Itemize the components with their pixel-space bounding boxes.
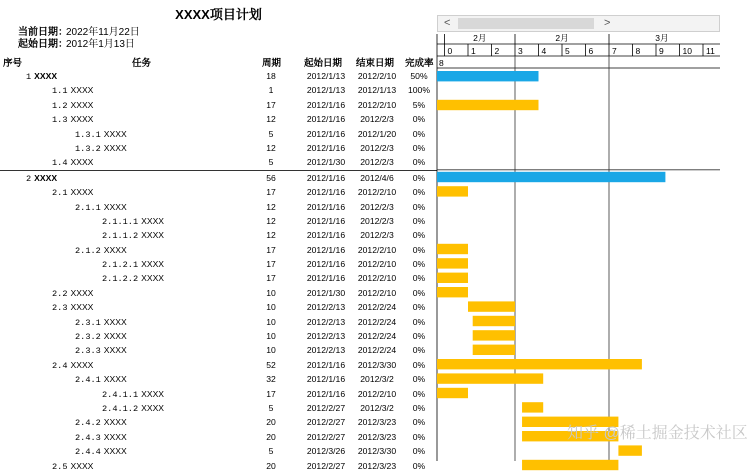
task-row [0,444,437,458]
task-progress: 0% [412,230,426,241]
task-number: 2.4.4 [75,447,101,458]
task-label [75,415,127,430]
task-start: 2012/1/16 [306,388,346,399]
task-end: 2012/2/10 [357,273,397,284]
task-number: 2.1.2.2 [102,274,139,285]
task-progress: 0% [412,402,426,413]
task-number: 2.4.3 [75,432,101,443]
task-name: XXXX [103,128,127,139]
task-start: 2012/2/27 [306,431,346,442]
task-start: 2012/1/30 [306,157,346,168]
task-start: 2012/1/16 [306,187,346,198]
task-number: 2.3.2 [75,332,101,343]
week-tick-label: 8 [635,46,641,56]
task-row [0,98,437,112]
task-duration: 1 [268,85,274,96]
task-duration: 17 [266,99,276,110]
task-progress: 100% [408,85,430,96]
task-end: 2012/2/24 [357,331,397,342]
task-name: XXXX [103,374,127,385]
task-name: XXXX [70,157,94,168]
week-tick-label: 6 [588,46,594,56]
task-duration: 10 [266,331,276,342]
task-label [75,243,127,258]
task-label [102,387,164,402]
task-progress: 0% [412,114,426,125]
start-date-label: 起始日期： [18,39,68,50]
task-end: 2012/1/13 [357,85,397,96]
gantt-timeline [437,15,720,461]
task-label [75,329,127,344]
week-edge-label: 8 [439,58,444,68]
task-name: XXXX [103,345,127,356]
gantt-bar [522,402,543,412]
task-progress: 0% [412,316,426,327]
task-duration: 5 [268,157,274,168]
gantt-bar [437,287,468,297]
start-date-value: 2012年1月13日 [66,39,135,50]
task-end: 2012/2/24 [357,302,397,313]
task-label [52,459,93,474]
task-progress: 0% [412,244,426,255]
task-name: XXXX [70,114,94,125]
gantt-bar [522,460,618,470]
task-progress: 0% [412,345,426,356]
gantt-bar [437,172,665,182]
task-row [0,286,437,300]
task-row [0,271,437,285]
task-label [75,315,127,330]
task-row [0,459,437,473]
task-name: XXXX [103,244,127,255]
task-progress: 0% [412,287,426,298]
gantt-bar [473,345,515,355]
week-tick-label: 9 [659,46,664,56]
task-label [75,141,127,156]
task-end: 2012/3/2 [360,374,394,385]
task-number: 1.3 [52,115,68,126]
task-name: XXXX [34,71,58,81]
task-row [0,300,437,314]
task-duration: 17 [266,187,276,198]
task-end: 2012/2/3 [360,114,394,125]
task-name: XXXX [70,359,94,370]
week-tick-label: 7 [612,46,617,56]
task-end: 2012/2/10 [357,388,397,399]
task-row [0,214,437,228]
task-end: 2012/3/23 [357,460,397,471]
scroll-right-arrow-icon[interactable]: > [604,17,611,29]
task-name: XXXX [34,172,58,183]
task-duration: 20 [266,417,276,428]
task-start: 2012/2/27 [306,460,346,471]
task-start: 2012/1/16 [306,244,346,255]
task-row [0,343,437,357]
task-duration: 5 [268,446,274,457]
task-progress: 0% [412,374,426,385]
task-row [0,200,437,214]
task-progress: 0% [412,302,426,313]
task-label [52,358,93,373]
header-start: 起始日期 [304,58,343,69]
task-progress: 0% [412,215,426,226]
task-label [52,83,93,98]
task-label [102,214,164,229]
task-row [0,141,437,155]
task-label [75,372,127,387]
task-duration: 10 [266,287,276,298]
task-row [0,228,437,242]
gantt-bar [468,301,515,311]
task-progress: 0% [412,446,426,457]
task-label [52,112,93,127]
task-name: XXXX [141,388,165,399]
task-number: 2.1.2.1 [102,260,139,271]
header-duration: 周期 [262,58,282,69]
month-label: 3月 [655,33,669,43]
task-name: XXXX [103,142,127,153]
task-label [75,200,127,215]
task-progress: 0% [412,359,426,370]
month-label: 2月 [473,33,487,43]
task-end: 2012/2/10 [357,259,397,270]
task-number: 1.4 [52,158,68,169]
task-start: 2012/1/13 [306,85,346,96]
gantt-bar [437,71,539,81]
task-number: 2.4.2 [75,418,101,429]
task-duration: 18 [266,71,276,81]
task-number: 1.2 [52,100,68,111]
task-label [75,444,127,459]
task-start: 2012/1/16 [306,359,346,370]
task-end: 2012/2/3 [360,230,394,241]
task-progress: 5% [412,99,426,110]
task-start: 2012/2/13 [306,316,346,327]
task-end: 2012/3/30 [357,359,397,370]
task-row [0,415,437,429]
gantt-grid [437,15,720,461]
task-duration: 5 [268,402,274,413]
task-row [0,83,437,97]
current-date-value: 2022年11月22日 [66,27,140,38]
task-label [102,257,164,272]
week-tick-label: 1 [471,46,476,56]
task-row [0,127,437,141]
task-row [0,155,437,169]
task-duration: 12 [266,215,276,226]
task-end: 2012/2/3 [360,157,394,168]
task-start: 2012/1/16 [306,374,346,385]
month-label: 2月 [555,33,569,43]
task-number: 1.1 [52,86,68,97]
task-progress: 0% [412,142,426,153]
task-end: 2012/2/3 [360,142,394,153]
task-row [0,358,437,372]
task-start: 2012/1/16 [306,230,346,241]
task-duration: 5 [268,128,274,139]
task-number: 1 [26,72,32,82]
task-label [75,343,127,358]
task-duration: 20 [266,431,276,442]
task-end: 2012/4/6 [360,172,394,183]
task-name: XXXX [103,446,127,457]
task-name: XXXX [103,316,127,327]
task-duration: 12 [266,230,276,241]
task-progress: 0% [412,201,426,212]
task-name: XXXX [103,201,127,212]
week-tick-label: 10 [682,46,692,56]
task-end: 2012/3/23 [357,431,397,442]
task-name: XXXX [103,431,127,442]
task-start: 2012/2/13 [306,302,346,313]
task-duration: 52 [266,359,276,370]
task-row [0,315,437,329]
timeline-scrollbar[interactable] [437,15,720,32]
gantt-bar [437,359,642,369]
task-duration: 17 [266,388,276,399]
task-start: 2012/1/16 [306,215,346,226]
task-label [52,155,93,170]
task-label [52,185,93,200]
task-number: 2.1.1.1 [102,216,139,227]
gantt-bar [437,388,468,398]
week-tick-label: 3 [518,46,523,56]
task-start: 2012/1/13 [306,71,346,81]
scroll-thumb[interactable] [458,18,594,29]
task-number: 2.5 [52,461,68,472]
task-label [26,171,57,186]
task-start: 2012/1/16 [306,114,346,125]
task-start: 2012/2/27 [306,402,346,413]
gantt-bar [437,100,539,110]
task-name: XXXX [70,287,94,298]
task-row [0,257,437,271]
task-number: 2.1.1.2 [102,231,139,242]
header-progress: 完成率 [405,58,434,69]
task-start: 2012/1/16 [306,172,346,183]
week-tick-label: 0 [447,46,453,56]
task-duration: 17 [266,244,276,255]
task-start: 2012/1/30 [306,287,346,298]
task-number: 2.2 [52,288,68,299]
scroll-left-arrow-icon[interactable]: < [444,17,451,29]
task-name: XXXX [103,331,127,342]
gantt-bar [437,186,468,196]
task-row [0,401,437,415]
task-progress: 0% [412,431,426,442]
task-progress: 0% [412,157,426,168]
task-name: XXXX [141,215,165,226]
column-header-row [0,55,437,69]
task-duration: 17 [266,259,276,270]
task-label [52,300,93,315]
task-duration: 12 [266,201,276,212]
task-progress: 0% [412,172,426,183]
task-name: XXXX [103,417,127,428]
task-end: 2012/3/30 [357,446,397,457]
task-row [0,372,437,386]
current-date-label: 当前日期： [18,27,68,38]
week-tick-label: 5 [565,46,570,56]
task-end: 2012/2/10 [357,244,397,255]
task-progress: 0% [412,128,426,139]
task-number: 2.3.1 [75,317,101,328]
task-number: 2.3 [52,303,68,314]
task-number: 2.1 [52,188,68,199]
task-start: 2012/1/16 [306,273,346,284]
gantt-bar [437,258,468,268]
task-name: XXXX [141,259,165,270]
task-duration: 32 [266,374,276,385]
task-start: 2012/2/13 [306,331,346,342]
task-end: 2012/3/2 [360,402,394,413]
task-start: 2012/1/16 [306,201,346,212]
task-start: 2012/1/16 [306,99,346,110]
task-duration: 56 [266,172,276,183]
task-progress: 0% [412,187,426,198]
task-duration: 10 [266,302,276,313]
task-number: 1.3.2 [75,143,101,154]
task-row [0,170,437,185]
task-duration: 12 [266,114,276,125]
task-row [0,243,437,257]
gantt-bar [618,445,642,455]
task-progress: 0% [412,331,426,342]
task-progress: 0% [412,460,426,471]
task-end: 2012/3/23 [357,417,397,428]
task-row [0,112,437,126]
task-label [75,430,127,445]
task-duration: 10 [266,316,276,327]
task-progress: 0% [412,259,426,270]
task-end: 2012/2/24 [357,345,397,356]
task-start: 2012/2/13 [306,345,346,356]
task-duration: 17 [266,273,276,284]
task-progress: 50% [410,71,428,81]
header-seq: 序号 [3,58,23,69]
task-row [0,329,437,343]
task-label [52,286,93,301]
task-end: 2012/2/10 [357,287,397,298]
task-name: XXXX [141,402,165,413]
task-duration: 12 [266,142,276,153]
task-row [0,387,437,401]
task-duration: 10 [266,345,276,356]
task-start: 2012/1/16 [306,259,346,270]
task-end: 2012/2/3 [360,201,394,212]
week-tick-label: 4 [541,46,547,56]
task-table [0,69,437,473]
task-end: 2012/2/10 [357,99,397,110]
task-number: 2 [26,173,32,184]
task-row [0,185,437,199]
task-end: 2012/2/24 [357,316,397,327]
task-name: XXXX [141,273,165,284]
task-end: 2012/2/10 [357,187,397,198]
task-progress: 0% [412,273,426,284]
task-name: XXXX [70,460,94,471]
task-row [0,430,437,444]
task-name: XXXX [70,187,94,198]
watermark: 知乎 @稀土掘金技术社区 [567,425,748,442]
header-task: 任务 [132,58,152,69]
gantt-bar [473,316,515,326]
task-number: 2.4.1 [75,375,101,386]
task-name: XXXX [70,302,94,313]
task-number: 2.4.1.1 [102,389,139,400]
task-progress: 0% [412,417,426,428]
task-end: 2012/2/10 [357,71,397,81]
header-end: 结束日期 [356,58,395,69]
gantt-bar [437,273,468,283]
task-name: XXXX [141,230,165,241]
task-duration: 20 [266,460,276,471]
task-end: 2012/1/20 [357,128,397,139]
task-label [102,228,164,243]
task-label [75,127,127,142]
task-progress: 0% [412,388,426,399]
gantt-bar [437,244,468,254]
task-start: 2012/2/27 [306,417,346,428]
task-row [0,69,437,83]
task-start: 2012/3/26 [306,446,346,457]
week-tick-label: 11 [706,46,715,56]
task-number: 2.4 [52,360,68,371]
task-number: 2.1.2 [75,245,101,256]
task-label [52,98,93,113]
task-number: 2.3.3 [75,346,101,357]
start-date-line [18,35,135,50]
task-number: 2.4.1.2 [102,403,139,414]
sheet-title: XXXX项目计划 [175,7,262,22]
gantt-bar [473,330,515,340]
task-start: 2012/1/16 [306,142,346,153]
gantt-bar [437,373,543,383]
task-label [102,401,164,416]
task-number: 1.3.1 [75,129,101,140]
task-name: XXXX [70,85,94,96]
week-tick-label: 2 [494,46,500,56]
task-label [102,271,164,286]
task-start: 2012/1/16 [306,128,346,139]
task-number: 2.1.1 [75,202,101,213]
task-end: 2012/2/3 [360,215,394,226]
task-label [26,69,57,84]
task-name: XXXX [70,99,94,110]
